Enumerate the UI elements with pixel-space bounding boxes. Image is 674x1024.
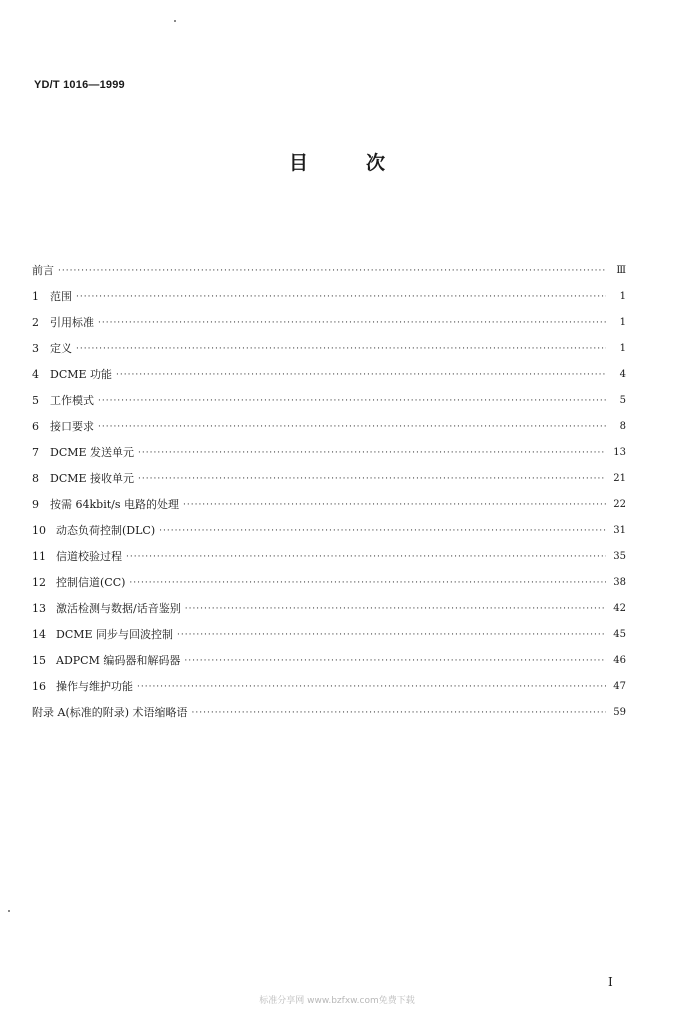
leader-dots <box>76 342 606 356</box>
toc-entry-page: 35 <box>613 551 626 562</box>
toc-entry-label: 引用标准 <box>50 316 94 329</box>
leader-dots <box>98 394 606 408</box>
leader-dots <box>126 550 606 564</box>
toc-entry-number: 2 <box>32 316 39 329</box>
toc-entry-appendix-a[interactable] <box>32 694 626 720</box>
toc-entry-foreword[interactable] <box>32 252 626 278</box>
toc-entry-page: 1 <box>619 317 626 328</box>
page-number: I <box>608 975 613 989</box>
toc-entry-label: 定义 <box>50 342 72 355</box>
toc-entry-label: 信道校验过程 <box>56 550 122 563</box>
leader-dots <box>76 290 606 304</box>
toc-entry-label: 附录 A(标准的附录) 术语缩略语 <box>32 706 188 719</box>
toc-entry-number: 16 <box>32 680 46 693</box>
toc-entry-15[interactable] <box>32 642 626 668</box>
toc-entry-number: 10 <box>32 524 46 537</box>
toc-entry-number: 8 <box>32 472 39 485</box>
scan-speck <box>174 20 176 22</box>
toc-entry-6[interactable] <box>32 408 626 434</box>
leader-dots <box>98 316 606 330</box>
toc-entry-page: 21 <box>613 473 626 484</box>
page-title <box>0 148 674 175</box>
toc-entry-page: 45 <box>613 629 626 640</box>
leader-dots <box>58 264 606 278</box>
toc-entry-page: 1 <box>619 343 626 354</box>
toc-entry-label: DCME 功能 <box>50 368 113 381</box>
leader-dots <box>129 576 606 590</box>
toc-entry-16[interactable] <box>32 668 626 694</box>
toc-entry-page: 31 <box>613 525 626 536</box>
toc-entry-label: 前言 <box>32 264 54 277</box>
leader-dots <box>116 368 606 382</box>
toc-entry-page: 59 <box>613 707 626 718</box>
toc-entry-page: 13 <box>613 447 626 458</box>
toc-entry-number: 7 <box>32 446 39 459</box>
toc-entry-14[interactable] <box>32 616 626 642</box>
toc-entry-number: 5 <box>32 394 39 407</box>
toc-entry-8[interactable] <box>32 460 626 486</box>
toc-entry-page: 42 <box>613 603 626 614</box>
leader-dots <box>138 472 606 486</box>
toc-entry-page: 46 <box>613 655 626 666</box>
toc-entry-10[interactable] <box>32 512 626 538</box>
toc-entry-label: DCME 接收单元 <box>50 472 135 485</box>
toc-entry-number: 12 <box>32 576 46 589</box>
toc-entry-13[interactable] <box>32 590 626 616</box>
toc-entry-2[interactable] <box>32 304 626 330</box>
leader-dots <box>137 680 606 694</box>
toc-entry-page: 22 <box>613 499 626 510</box>
toc-entry-1[interactable] <box>32 278 626 304</box>
leader-dots <box>159 524 606 538</box>
leader-dots <box>185 602 606 616</box>
leader-dots <box>138 446 606 460</box>
toc-entry-number: 13 <box>32 602 46 615</box>
table-of-contents <box>32 252 626 720</box>
toc-entry-page: 47 <box>613 681 626 692</box>
toc-entry-label: 动态负荷控制(DLC) <box>56 524 156 537</box>
toc-entry-9[interactable] <box>32 486 626 512</box>
toc-entry-4[interactable] <box>32 356 626 382</box>
toc-entry-label: DCME 发送单元 <box>50 446 135 459</box>
watermark: 标准分享网 www.bzfxw.com免费下载 <box>259 996 415 1006</box>
toc-entry-number: 14 <box>32 628 46 641</box>
toc-entry-number: 3 <box>32 342 39 355</box>
toc-entry-number: 15 <box>32 654 46 667</box>
scan-speck <box>8 910 10 912</box>
toc-entry-page: 5 <box>619 395 626 406</box>
leader-dots <box>183 498 606 512</box>
leader-dots <box>177 628 606 642</box>
toc-entry-label: 控制信道(CC) <box>56 576 126 589</box>
toc-entry-12[interactable] <box>32 564 626 590</box>
page-title-char-1: 目 <box>288 152 308 174</box>
leader-dots <box>98 420 606 434</box>
toc-entry-label: 接口要求 <box>50 420 94 433</box>
toc-entry-label: 操作与维护功能 <box>56 680 133 693</box>
leader-dots <box>184 654 606 668</box>
toc-entry-page: 38 <box>613 577 626 588</box>
toc-entry-11[interactable] <box>32 538 626 564</box>
toc-entry-label: ADPCM 编码器和解码器 <box>56 654 181 667</box>
toc-entry-number: 6 <box>32 420 39 433</box>
page-title-char-2: 次 <box>366 152 386 174</box>
toc-entry-page: 1 <box>619 291 626 302</box>
toc-entry-5[interactable] <box>32 382 626 408</box>
toc-entry-label: 按需 64kbit/s 电路的处理 <box>50 498 179 511</box>
toc-entry-label: DCME 同步与回波控制 <box>56 628 174 641</box>
leader-dots <box>192 706 606 720</box>
toc-entry-label: 工作模式 <box>50 394 94 407</box>
toc-entry-page: Ⅲ <box>616 265 626 276</box>
toc-entry-3[interactable] <box>32 330 626 356</box>
toc-entry-number: 9 <box>32 498 39 511</box>
toc-entry-number: 1 <box>32 290 39 303</box>
toc-entry-page: 4 <box>619 369 626 380</box>
toc-entry-page: 8 <box>619 421 626 432</box>
toc-entry-number: 11 <box>32 550 46 563</box>
toc-entry-label: 范围 <box>50 290 72 303</box>
toc-entry-number: 4 <box>32 368 39 381</box>
toc-entry-7[interactable] <box>32 434 626 460</box>
toc-entry-label: 激活检测与数据/话音鉴别 <box>56 602 181 615</box>
standard-code: YD/T 1016—1999 <box>34 79 125 91</box>
